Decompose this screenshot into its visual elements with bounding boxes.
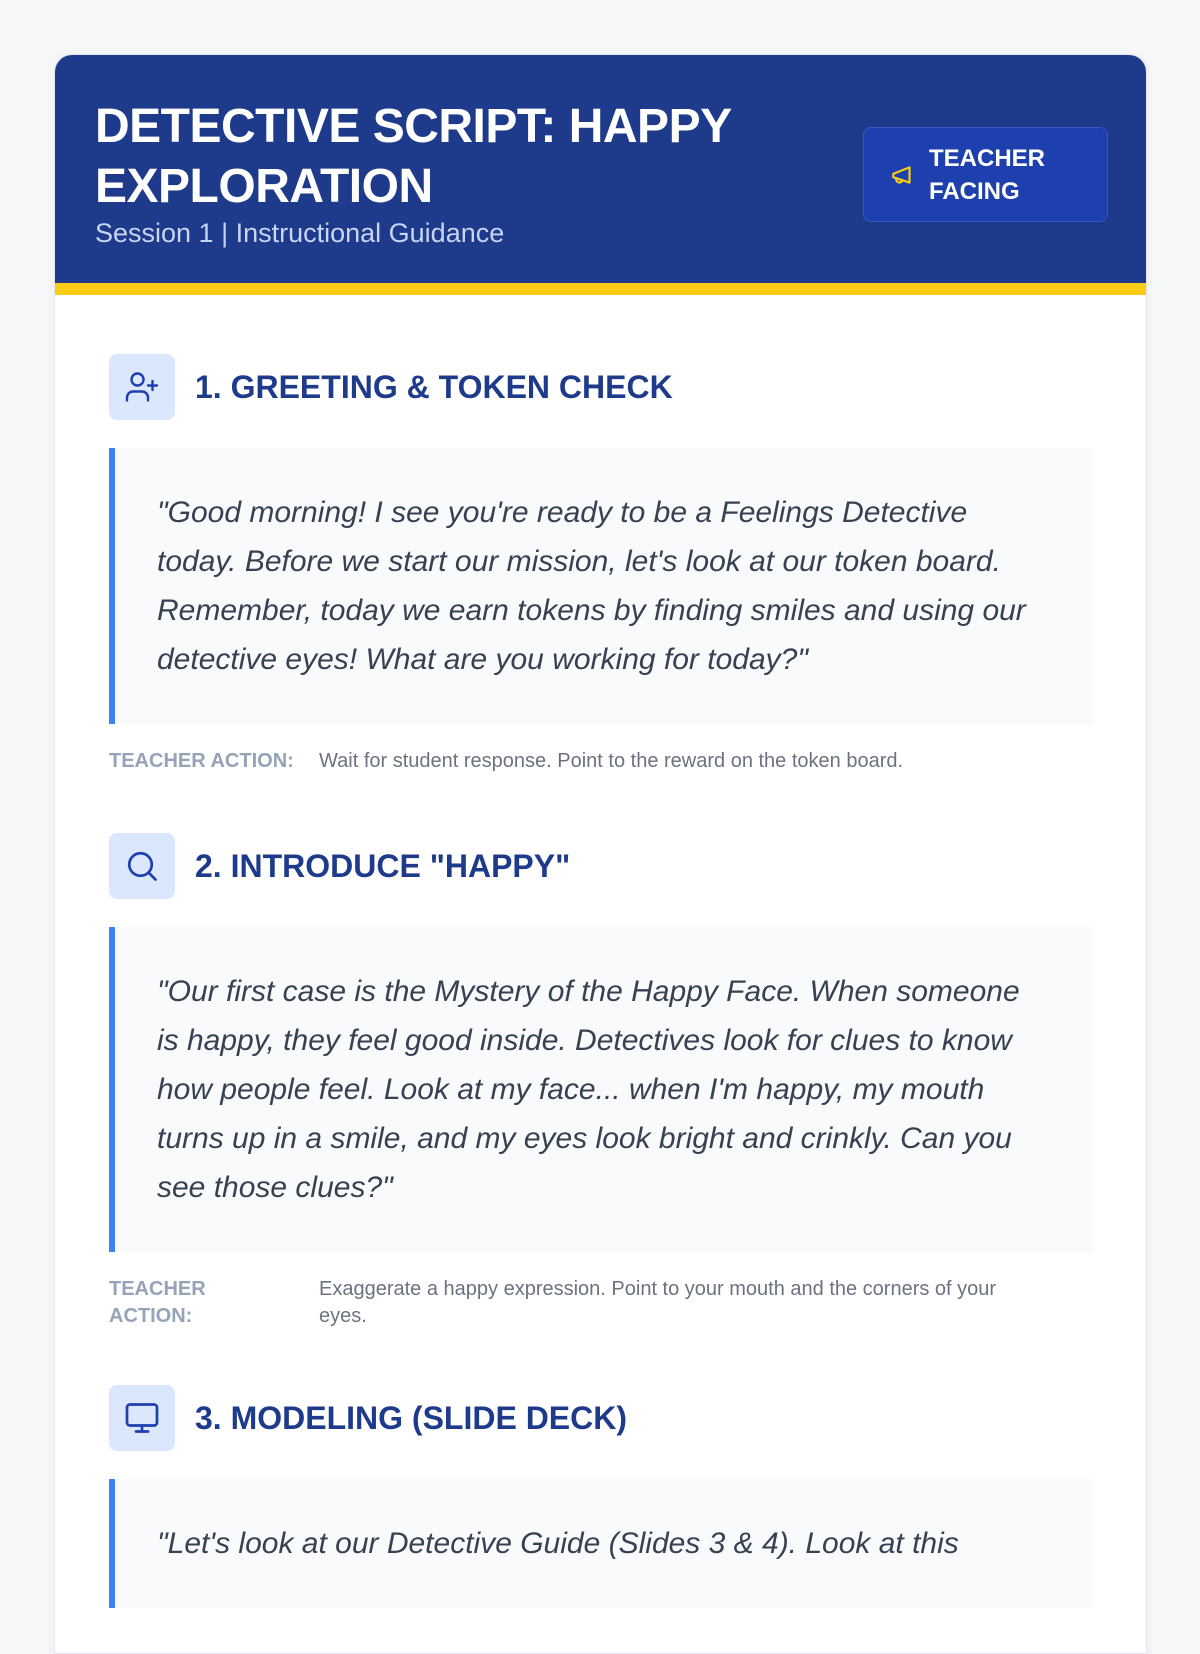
section-icon-tile	[109, 833, 175, 899]
script-header	[55, 55, 1146, 295]
monitor-icon	[124, 1400, 160, 1436]
session-subtitle: Session 1 | Instructional Guidance	[95, 218, 505, 248]
section-title: 2. INTRODUCE "HAPPY"	[195, 848, 571, 884]
script-quote: "Good morning! I see you're ready to be a Feelings Detective today. Before we start our mission, let's look at our token board. Remember, today we earn tokens by finding smiles and using our detective eyes! What are you working for today?"	[109, 448, 1093, 724]
user-plus-icon	[124, 369, 160, 405]
section-icon-tile	[109, 354, 175, 420]
script-quote: "Let's look at our Detective Guide (Slides 3 & 4). Look at this	[109, 1479, 1093, 1608]
section-header	[109, 354, 1093, 420]
section-title: 1. GREETING & TOKEN CHECK	[195, 369, 673, 405]
teacher-action	[109, 748, 1093, 775]
section-icon-tile	[109, 1385, 175, 1451]
section-header	[109, 1385, 1093, 1451]
section-greeting	[109, 354, 1093, 775]
teacher-action-label: TEACHER ACTION:	[109, 750, 294, 772]
teacher-action-text: Wait for student response. Point to the reward on the token board.	[319, 750, 904, 772]
section-header	[109, 833, 1093, 899]
teacher-action-text: Exaggerate a happy expression. Point to your mouth and the corners of your eyes.	[319, 1278, 997, 1327]
script-quote: "Our first case is the Mystery of the Happy Face. When someone is happy, they feel good inside. Detectives look for clues to know how people feel. Look at my face... when I'm happy, my mouth turns up in a smile, and my eyes look bright and crinkly. Can you see those clues?"	[109, 927, 1093, 1252]
teacher-action-label: TEACHER ACTION:	[109, 1278, 206, 1327]
teacher-action	[109, 1276, 1093, 1330]
section-introduce-happy	[109, 833, 1093, 1330]
section-modeling	[109, 1385, 1093, 1608]
teacher-facing-badge	[863, 127, 1108, 222]
page-title: DETECTIVE SCRIPT: HAPPY EXPLORATION	[95, 100, 731, 213]
section-title: 3. MODELING (SLIDE DECK)	[195, 1400, 628, 1436]
badge-label: TEACHER FACING	[929, 145, 1046, 205]
megaphone-icon	[890, 162, 916, 188]
script-card	[54, 54, 1147, 1654]
search-icon	[124, 848, 160, 884]
